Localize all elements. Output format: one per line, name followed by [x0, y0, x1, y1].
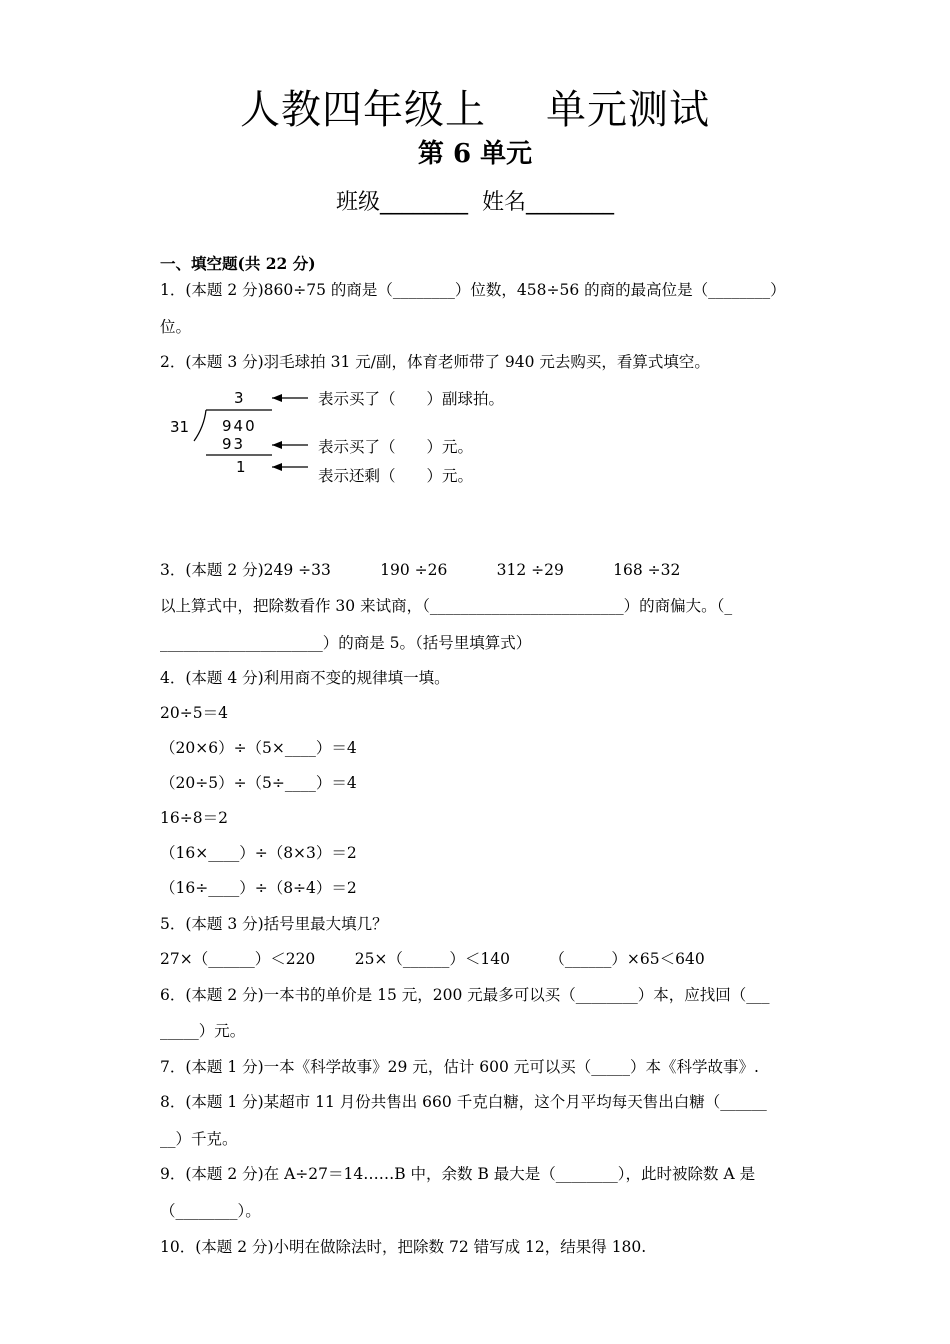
q4-line1: 4．(本题 4 分)利用商不变的规律填一填。 — [160, 669, 450, 687]
arrow-top-head — [272, 394, 282, 402]
section-heading: 一、填空题(共 22 分) — [160, 254, 316, 273]
q4-line7: （16÷____）÷（8÷4）＝2 — [160, 879, 357, 897]
q1-line1: 1．(本题 2 分)860÷75 的商是（________）位数，458÷56 的商的最高位是（________） — [160, 281, 786, 299]
q5-line2: 27×（______）＜220 25×（______）＜140 （______）×65＜640 — [160, 950, 705, 968]
q2-line1: 2．(本题 3 分)羽毛球拍 31 元/副，体育老师带了 940 元去购买，看算式填空。 — [160, 353, 710, 371]
title-right: 单元测试 — [546, 87, 710, 133]
q8-line2: __）千克。 — [160, 1130, 238, 1148]
q9-line1: 9．(本题 2 分)在 A÷27＝14……B 中，余数 B 最大是（________），此时被除数 A 是 — [160, 1165, 756, 1183]
label-bot: 表示还剩（ ）元。 — [318, 467, 474, 485]
arrow-mid-head — [272, 441, 282, 449]
q3-line3: _____________________）的商是 5。（括号里填算式） — [160, 634, 532, 652]
q1-line2: 位。 — [160, 318, 192, 336]
q4-line2: 20÷5＝4 — [160, 704, 228, 722]
q4-line5: 16÷8＝2 — [160, 809, 228, 827]
arrow-bot-head — [272, 463, 282, 471]
q3-line2: 以上算式中，把除数看作 30 来试商，（_________________________）的商偏大。（_ — [160, 597, 733, 615]
title-left: 人教四年级上 — [240, 87, 486, 133]
q4-line6: （16×____）÷（8×3）＝2 — [160, 844, 357, 862]
q4-line4: （20÷5）÷（5÷____）＝4 — [160, 774, 357, 792]
dividend-number: 940 — [222, 417, 257, 435]
q6-line1: 6．(本题 2 分)一本书的单价是 15 元，200 元最多可以买（________）本，应找回（___ — [160, 986, 770, 1004]
q4-line3: （20×6）÷（5×____）＝4 — [160, 739, 357, 757]
quotient-digit: 3 — [234, 389, 244, 407]
class-label: 班级________ — [335, 190, 468, 215]
q3-line1: 3．(本题 2 分)249 ÷33 190 ÷26 312 ÷29 168 ÷32 — [160, 561, 681, 579]
q8-line1: 8．(本题 1 分)某超市 11 月份共售出 660 千克白糖，这个月平均每天售出白糖（______ — [160, 1093, 767, 1111]
q9-line2: （________）。 — [160, 1202, 261, 1220]
remainder-number: 1 — [236, 458, 246, 476]
q10-line1: 10．(本题 2 分)小明在做除法时，把除数 72 错写成 12，结果得 180. — [160, 1238, 647, 1256]
page-subtitle: 第 6 单元 — [417, 139, 533, 169]
page-title — [0, 78, 950, 135]
long-division-diagram — [160, 385, 560, 495]
division-bracket — [194, 410, 206, 441]
label-mid: 表示买了（ ）元。 — [318, 438, 474, 456]
q6-line2: _____）元。 — [160, 1022, 246, 1040]
q5-line1: 5．(本题 3 分)括号里最大填几？ — [160, 915, 388, 933]
class-name-line — [0, 185, 950, 216]
q7-line1: 7．(本题 1 分)一本《科学故事》29 元，估计 600 元可以买（_____）本《科学故事》. — [160, 1058, 759, 1076]
label-top: 表示买了（ ）副球拍。 — [318, 390, 505, 408]
name-label: 姓名________ — [482, 190, 615, 215]
product-number: 93 — [222, 435, 246, 453]
divisor-number: 31 — [170, 418, 190, 436]
